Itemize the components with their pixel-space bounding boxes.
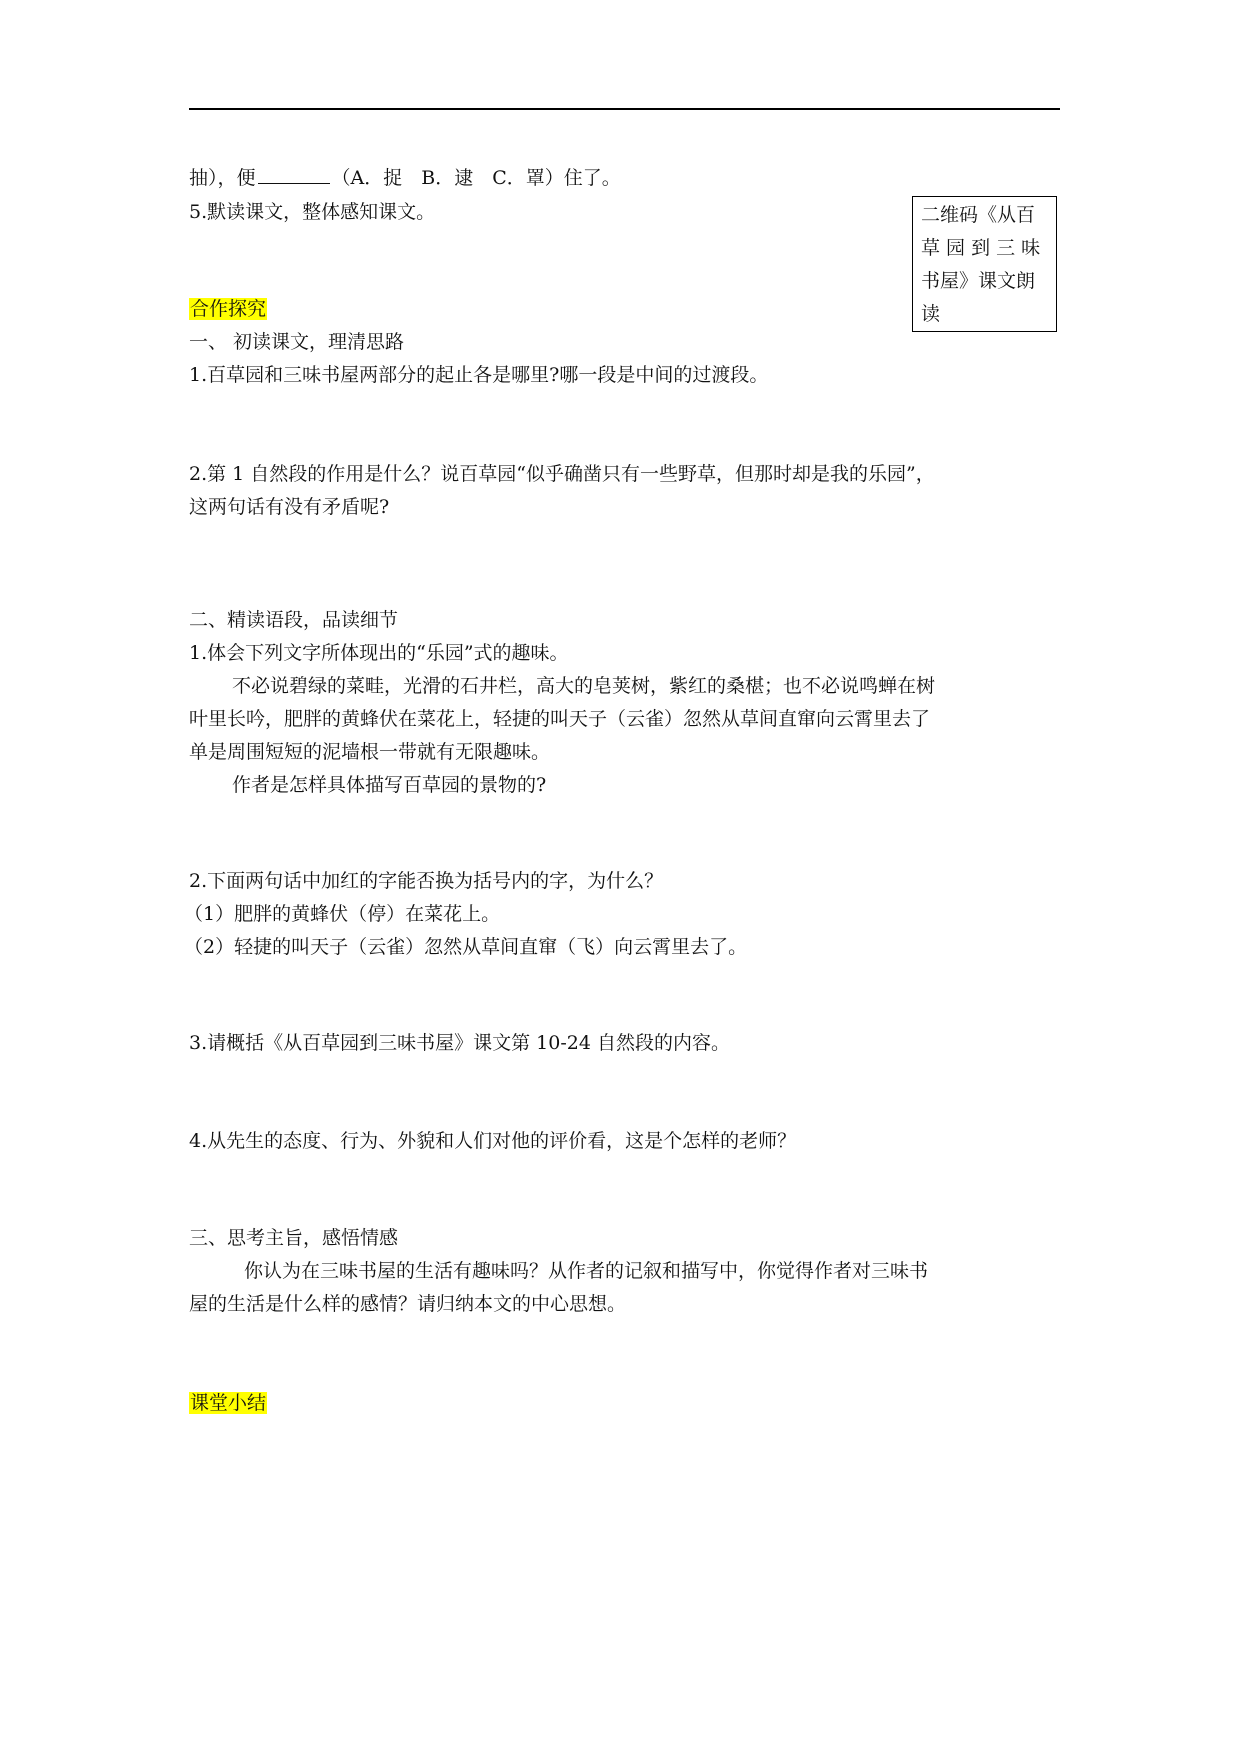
- question-options: （A．捉 B．逮 C．罩）住了。: [331, 167, 621, 189]
- passage-line-2: 叶里长吟，肥胖的黄蜂伏在菜花上，轻捷的叫天子（云雀）忽然从草间直窜向云霄里去了: [189, 708, 931, 730]
- part2-question-2b: （2）轻捷的叫天子（云雀）忽然从草间直窜（飞）向云霄里去了。: [184, 936, 748, 958]
- question-prefix: 抽），便: [189, 167, 256, 189]
- qr-box-line: 书屋》课文朗: [921, 270, 1036, 292]
- part3-question-line2: 屋的生活是什么样的感情？请归纳本文的中心思想。: [189, 1293, 627, 1315]
- qr-box-line: 读: [921, 303, 941, 325]
- part1-question-2-line2: 这两句话有没有矛盾呢?: [189, 496, 390, 518]
- part1-heading: 一、 初读课文，理清思路: [189, 331, 405, 353]
- passage-line-3: 单是周围短短的泥墙根一带就有无限趣味。: [189, 741, 551, 763]
- highlighted-heading: 课堂小结: [190, 1392, 267, 1414]
- part2-question-1: 1.体会下列文字所体现出的“乐园”式的趣味。: [189, 642, 569, 664]
- part3-question-line1: 你认为在三味书屋的生活有趣味吗？从作者的记叙和描写中，你觉得作者对三味书: [244, 1260, 929, 1282]
- answer-blank[interactable]: [258, 165, 330, 184]
- part2-question-4: 4.从先生的态度、行为、外貌和人们对他的评价看，这是个怎样的老师？: [189, 1130, 797, 1152]
- part2-question-1-sub: 作者是怎样具体描写百草园的景物的?: [232, 774, 547, 796]
- highlighted-heading: 合作探究: [190, 298, 267, 320]
- item-5: 5.默读课文，整体感知课文。: [189, 201, 436, 223]
- section-heading-summary: [189, 1390, 267, 1416]
- header-rule: [189, 108, 1060, 110]
- qr-box-line: 草 园 到 三 味: [921, 237, 1041, 259]
- part2-heading: 二、精读语段，品读细节: [189, 609, 399, 631]
- qr-box-line: 二维码《从百: [921, 204, 1036, 226]
- part2-question-2: 2.下面两句话中加红的字能否换为括号内的字，为什么？: [189, 870, 664, 892]
- part1-question-1: 1.百草园和三味书屋两部分的起止各是哪里?哪一段是中间的过渡段。: [189, 364, 769, 386]
- part3-heading: 三、思考主旨，感悟情感: [189, 1227, 399, 1249]
- section-heading-coop: [189, 296, 267, 322]
- part2-question-2a: （1）肥胖的黄蜂伏（停）在菜花上。: [184, 903, 501, 925]
- part1-question-2-line1: 2.第 1 自然段的作用是什么？说百草园“似乎确凿只有一些野草，但那时却是我的乐园”，: [189, 463, 935, 485]
- fill-in-question-line: [189, 165, 621, 191]
- part2-question-3: 3.请概括《从百草园到三味书屋》课文第 10-24 自然段的内容。: [189, 1032, 730, 1054]
- passage-line-1: 不必说碧绿的菜畦，光滑的石井栏，高大的皂荚树，紫红的桑椹；也不必说鸣蝉在树: [232, 675, 936, 697]
- qr-code-box[interactable]: [912, 196, 1057, 332]
